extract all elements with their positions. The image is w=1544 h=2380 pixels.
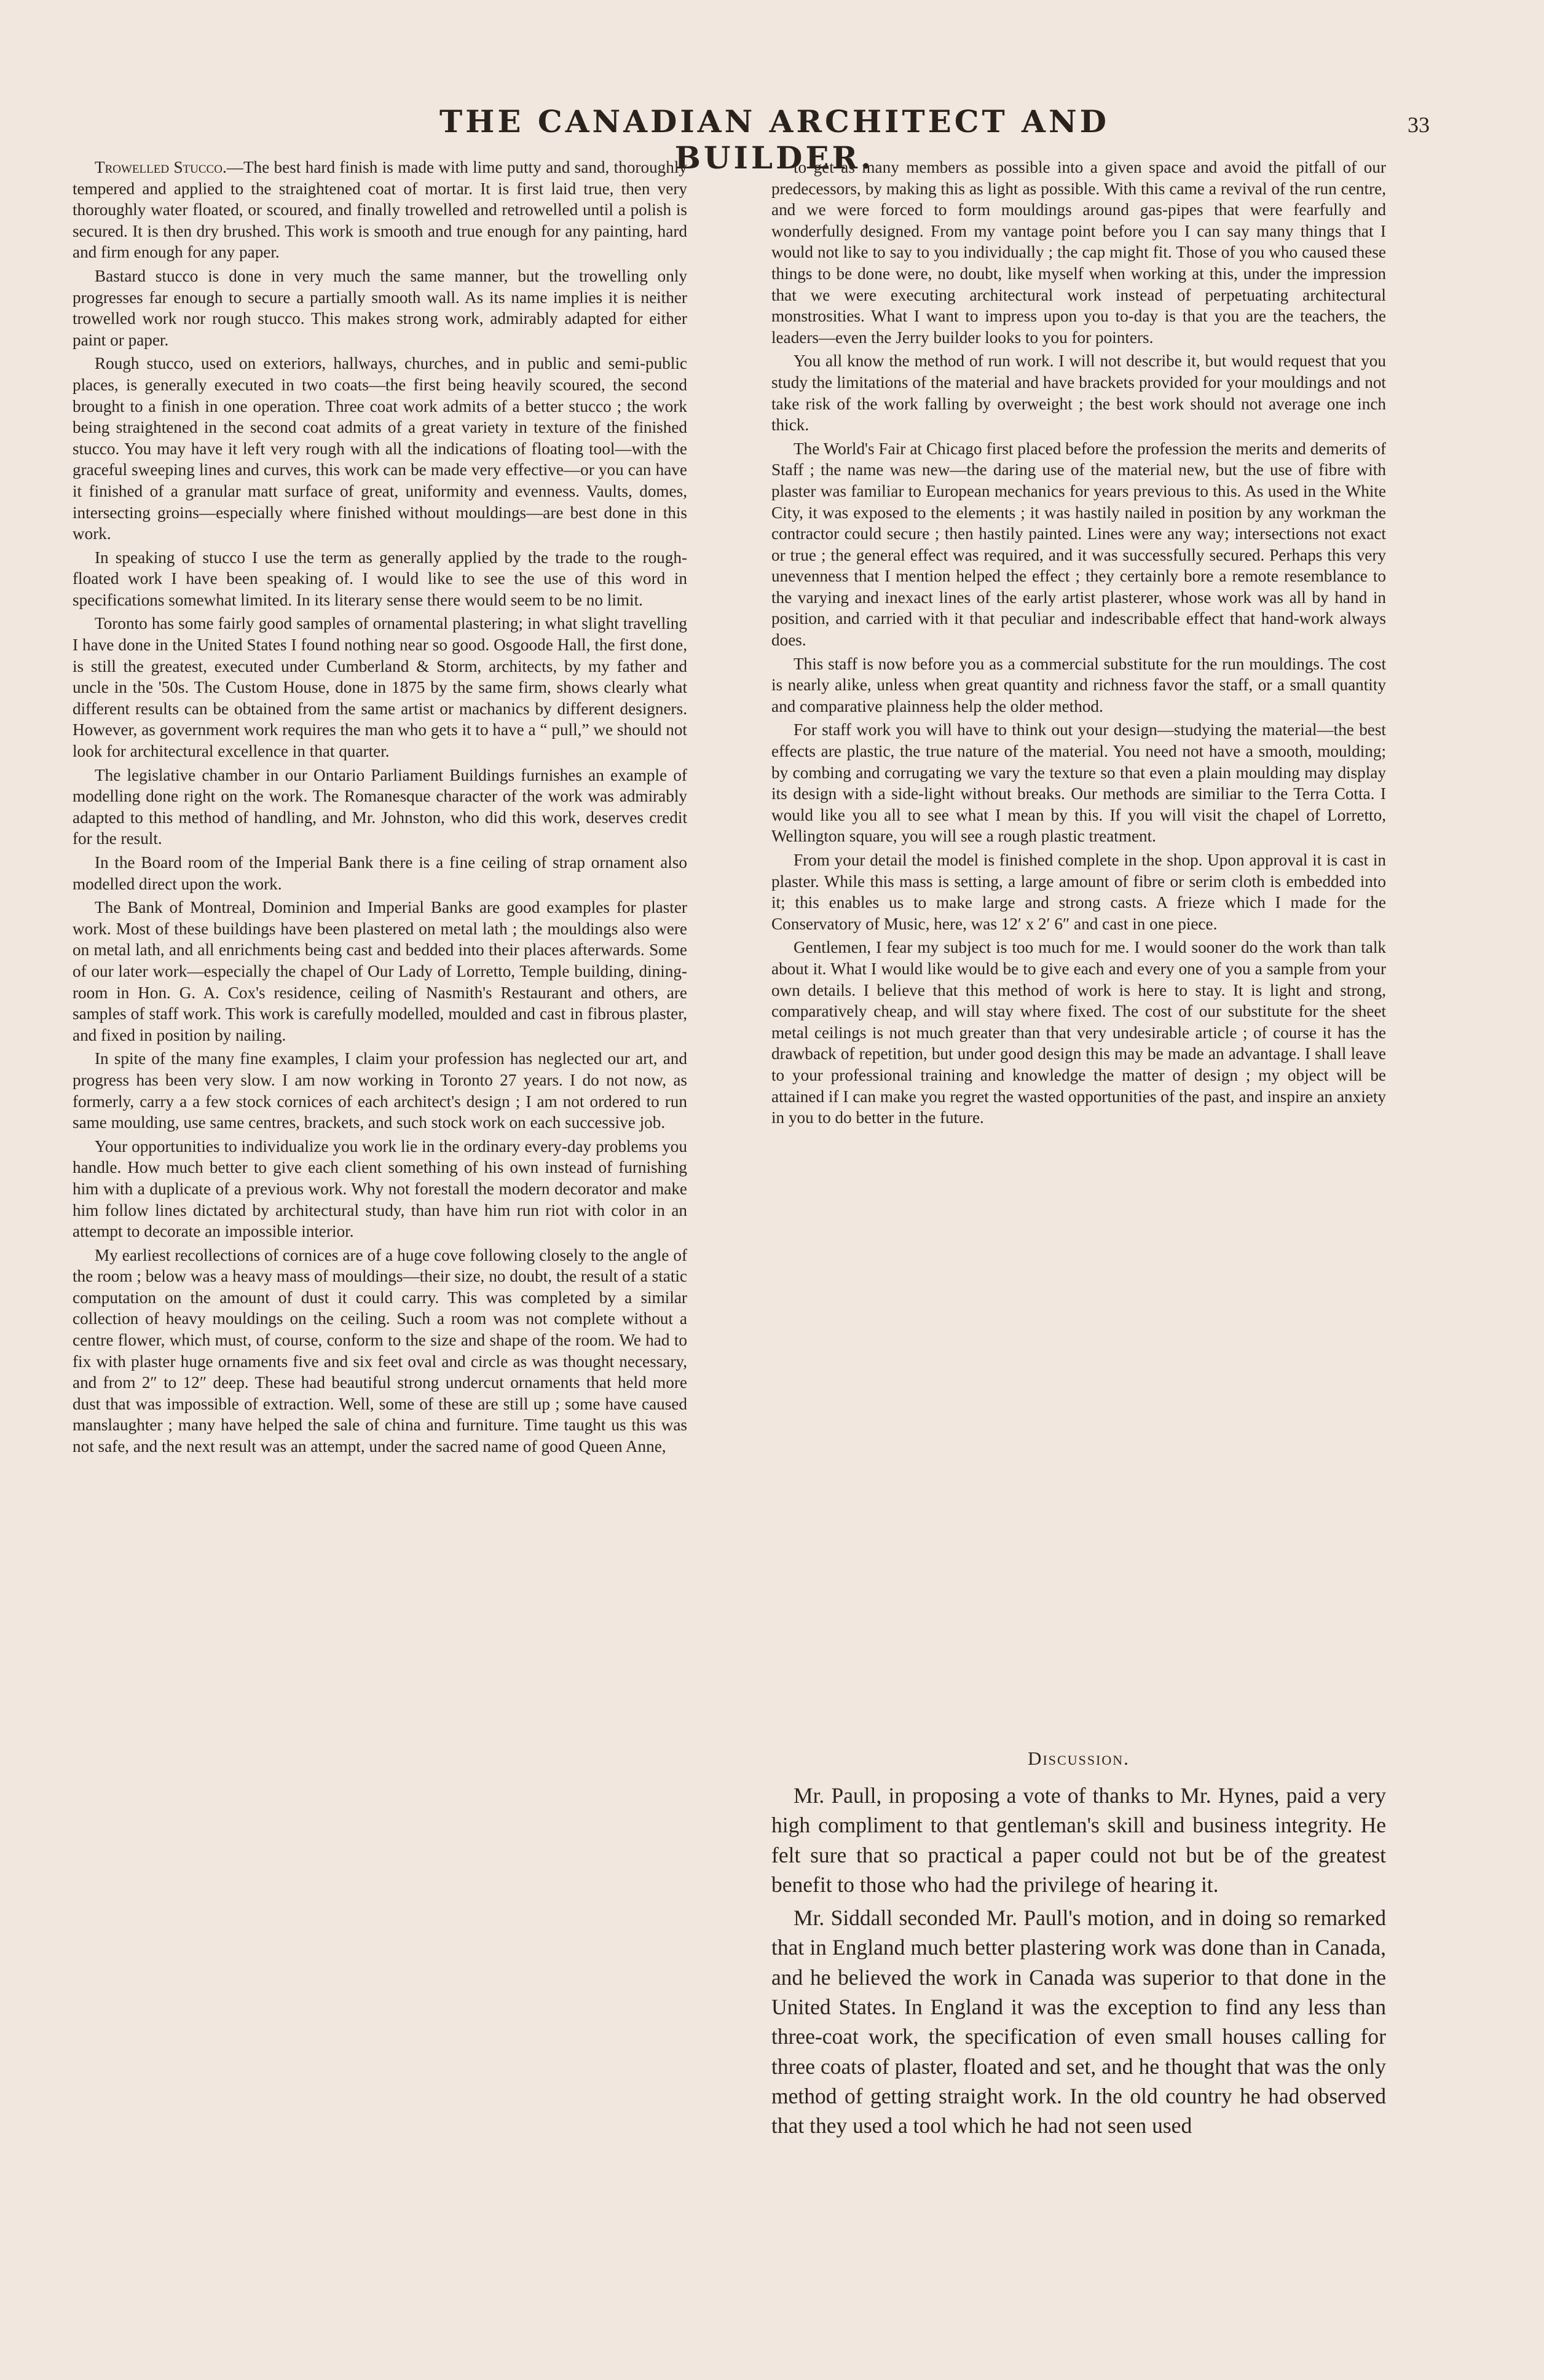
paragraph: This staff is now before you as a commercial substitute for the run mouldings. The cost is nearly alike, unless when great quantity and richness favor the staff, or a small quantity and comparative plainness help the older method. xyxy=(771,654,1386,715)
left-column xyxy=(73,157,687,2351)
paragraph: For staff work you will have to think out your design—studying the material—the best effects are plastic, the true nature of the material. You need not have a smooth, moulding; by combing and corrugating we vary the texture so that even a plain moulding may display its design with a side-light without breaks. Our methods are similiar to the Terra Cotta. I would like you all to see what I mean by this. If you will visit the chapel of Lorretto, Wellington square, you will see a rough plastic treatment. xyxy=(771,720,1386,846)
masthead: THE CANADIAN ARCHITECT AND BUILDER. xyxy=(439,103,1110,176)
paragraph: Bastard stucco is done in very much the same manner, but the trowelling only progresses far enough to secure a partially smooth wall. As its name implies it is neither trowelled work nor rough stucco. This makes strong work, admirably adapted for either paint or paper. xyxy=(73,266,687,349)
paragraph-text: —The best hard finish is made with lime putty and sand, thoroughly tempered and applied to the straightened coat of mortar. It is first laid true, then very thoroughly water floated, or scoured, and finally trowelled and retrowelled until a polish is secured. It is then dry brushed. This work is smooth and true enough for any painting, hard and firm enough for any paper. xyxy=(73,158,687,262)
paragraph: The legislative chamber in our Ontario Parliament Buildings furnishes an example of modelling done right on the work. The Romanesque character of the work was admirably adapted to this method of handling, and Mr. Johnston, who did this work, deserves credit for the result. xyxy=(73,765,687,848)
discussion-heading: Discussion. xyxy=(1028,1748,1130,1769)
paragraph: The Bank of Montreal, Dominion and Imperial Banks are good examples for plaster work. Most of these buildings have been plastered on metal lath ; the mouldings also were on metal lath, and all enrichments being cast and bedded into their places afterwards. Some of our later work—especially the chapel of Our Lady of Lorretto, Temple building, dining-room in Hon. G. A. Cox's residence, ceiling of Nasmith's Restaurant and others, are samples of staff work. This work is carefully modelled, moulded and cast in fibrous plaster, and fixed in position by nailing. xyxy=(73,898,687,1044)
paragraph: The World's Fair at Chicago first placed before the profession the merits and demerits of Staff ; the name was new—the daring use of the material new, but the use of fibre with plaster was familiar to European mechanics for years previous to this. As used in the White City, it was exposed to the elements ; it was hastily nailed in position by any workman the contractor could secure ; then hastily painted. Lines were any way; intersections not exact or true ; the general effect was required, and it was successfully secured. Perhaps this very unevenness that I mention helped the effect ; they certainly bore a remote resemblance to the varying and inexact lines of the early artist plasterer, whose work was all by hand in position, and carried with it that peculiar and indescribable effect that hand-work always does. xyxy=(771,439,1386,650)
right-column xyxy=(771,157,1386,2351)
article-continuation xyxy=(771,157,1386,1736)
paragraph: From your detail the model is finished complete in the shop. Upon approval it is cast in plaster. While this mass is setting, a large amount of fibre or serim cloth is embedded into it; this enables us to make large and strong casts. A frieze which I made for the Conservatory of Music, here, was 12′ x 2′ 6″ and cast in one piece. xyxy=(771,851,1386,933)
paragraph: Your opportunities to individualize you work lie in the ordinary every-day problems you handle. How much better to give each client something of his own instead of furnishing him with a duplicate of a previous work. Why not forestall the modern decorator and make him follow lines dictated by architectural study, than have him run riot with color in an attempt to decorate an impossible interior. xyxy=(73,1137,687,1241)
paragraph: In spite of the many fine examples, I claim your profession has neglected our art, and progress has been very slow. I am now working in Toronto 27 years. I do not now, as formerly, carry a a few stock cornices of each architect's design ; I am not ordered to run same moulding, use same centres, brackets, and such stock work on each successive job. xyxy=(73,1049,687,1132)
paragraph: You all know the method of run work. I will not describe it, but would request that you study the limitations of the material and have brackets provided for your mouldings and not take risk of the work falling by overweight ; the best work should not average one inch thick. xyxy=(771,352,1386,435)
paragraph xyxy=(73,157,687,263)
lead-in: Trowelled Stucco. xyxy=(95,158,227,176)
paragraph: Gentlemen, I fear my subject is too much for me. I would sooner do the work than talk about it. What I would like would be to give each and every one of you a sample from your own details. I believe that this method of work is here to stay. It is light and strong, comparatively cheap, and will stay where fixed. The cost of our substitute for the sheet metal ceilings is not much greater than that very undesirable article ; of course it has the drawback of repetition, but under good design this may be made an advantage. I shall leave to your professional training and knowledge the matter of design ; my object will be attained if I can make you regret the wasted opportunities of the past, and inspire an anxiety in you to do better in the future. xyxy=(771,938,1386,1127)
paragraph: to get as many members as possible into a given space and avoid the pitfall of our predecessors, by making this as light as possible. With this came a revival of the run centre, and we were forced to form mouldings around gas-pipes that were fearfully and wonderfully designed. From my vantage point before you I can say many things that I would not like to say to you individually ; the cap might fit. Those of you who caused these things to be done were, no doubt, like myself when working at this, under the impression that we were executing architectural work instead of perpetuating architectural monstrosities. What I want to impress upon you to-day is that you are the teachers, the leaders—even the Jerry builder looks to you for pointers. xyxy=(771,158,1386,347)
paragraph: Toronto has some fairly good samples of ornamental plastering; in what slight travelling I have done in the United States I found nothing near so good. Osgoode Hall, the first done, is still the greatest, executed under Cumberland & Storm, architects, by my father and uncle in the '50s. The Custom House, done in 1875 by the same firm, shows clearly what different results can be obtained from the same artist or machanics by different designers. However, as government work requires the man who gets it to have a “ pull,” we should not look for architectural excellence in that quarter. xyxy=(73,614,687,761)
discussion-paragraph: Mr. Paull, in proposing a vote of thanks to Mr. Hynes, paid a very high compliment to that gentleman's skill and business integrity. He felt sure that so practical a paper could not but be of the greatest benefit to those who had the privilege of hearing it. xyxy=(771,1783,1386,1897)
paragraph: In the Board room of the Imperial Bank there is a fine ceiling of strap ornament also modelled direct upon the work. xyxy=(73,853,687,893)
discussion-paragraph: Mr. Siddall seconded Mr. Paull's motion, and in doing so remarked that in England much better plastering work was done than in Canada, and he believed the work in Canada was superior to that done in the United States. In England it was the exception to find any less than three-coat work, the specification of even small houses calling for three coats of plaster, floated and set, and he thought that was the only method of getting straight work. In the old country he had observed that they used a tool which he had not seen used xyxy=(771,1905,1386,2138)
paragraph: In speaking of stucco I use the term as generally applied by the trade to the rough-floated work I have been speaking of. I would like to see the use of this word in specifications somewhat limited. In its literary sense there would seem to be no limit. xyxy=(73,548,687,609)
paragraph: Rough stucco, used on exteriors, hallways, churches, and in public and semi-public places, is generally executed in two coats—the first being heavily scoured, the second brought to a finish in one operation. Three coat work admits of a better stucco ; the work being straightened in the second coat admits of a great variety in texture of the finished stucco. You may have it left very rough with all the indications of floating tool—with the graceful sweeping lines and curves, this work can be made very effective—or you can have it finished of a granular matt surface of great, uniformity and evenness. Vaults, domes, intersecting groins—especially where finished without mouldings—are best done in this work. xyxy=(73,354,687,543)
page-number: 33 xyxy=(1408,112,1430,137)
paragraph: My earliest recollections of cornices are of a huge cove following closely to the angle of the room ; below was a heavy mass of mouldings—their size, no doubt, the result of a static computation on the amount of dust it could carry. This was completed by a similar collection of heavy mouldings on the ceiling. Such a room was not complete without a centre flower, which must, of course, conform to the size and shape of the room. We had to fix with plaster huge ornaments five and six feet oval and circle as was thought necessary, and from 2″ to 12″ deep. These had beautiful strong undercut ornaments that held more dust that was impossible of extraction. Well, some of these are still up ; some have caused manslaughter ; many have helped the sale of china and furniture. Time taught us this was not safe, and the next result was an attempt, under the sacred name of good Queen Anne, xyxy=(73,1245,687,1456)
